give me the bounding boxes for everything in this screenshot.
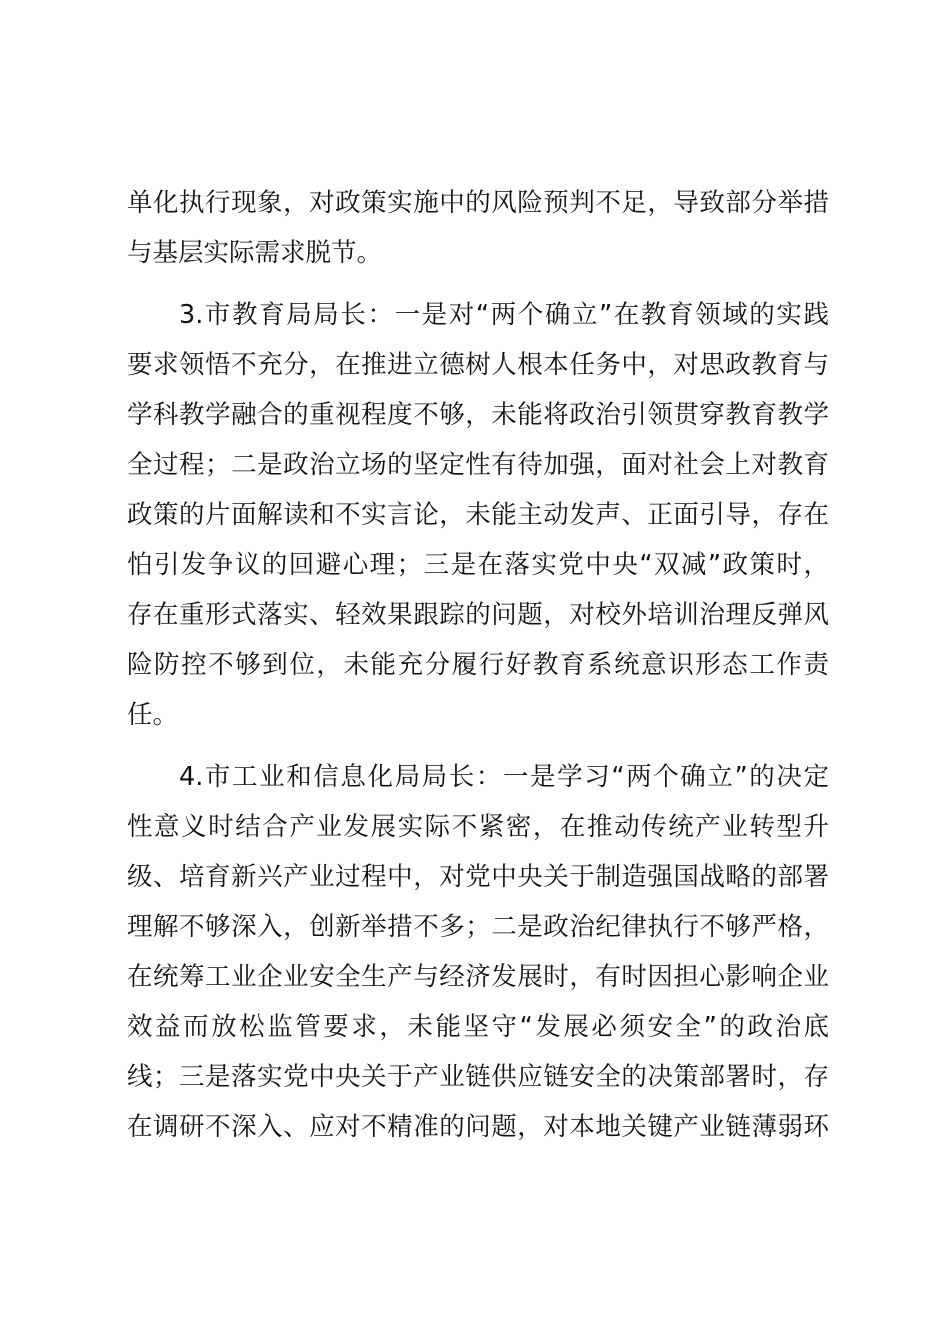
- text-line: 学科教学融合的重视程度不够，未能将政治引领贯穿教育教学: [127, 400, 829, 430]
- text-line: 理解不够深入，创新举措不多；二是政治纪律执行不够严格，: [127, 912, 829, 942]
- paragraph-first-line: 3.市教育局局长：一是对“两个确立”在教育领域的实践: [179, 300, 829, 330]
- text-line: 任。: [127, 700, 179, 730]
- text-line: 存在重形式落实、轻效果跟踪的问题，对校外培训治理反弹风: [127, 600, 829, 630]
- text-line: 要求领悟不充分，在推进立德树人根本任务中，对思政教育与: [127, 350, 829, 380]
- text-line: 怕引发争议的回避心理；三是在落实党中央“双减”政策时，: [127, 550, 829, 580]
- text-line: 单化执行现象，对政策实施中的风险预判不足，导致部分举措: [127, 188, 829, 218]
- text-line: 在统筹工业企业安全生产与经济发展时，有时因担心影响企业: [127, 962, 829, 992]
- text-line: 线；三是落实党中央关于产业链供应链安全的决策部署时，存: [127, 1062, 829, 1092]
- text-line: 政策的片面解读和不实言论，未能主动发声、正面引导，存在: [127, 500, 829, 530]
- text-line: 级、培育新兴产业过程中，对党中央关于制造强国战略的部署: [127, 862, 829, 892]
- text-line: 与基层实际需求脱节。: [127, 238, 383, 268]
- text-line: 在调研不深入、应对不精准的问题，对本地关键产业链薄弱环: [127, 1112, 829, 1142]
- paragraph-first-line: 4.市工业和信息化局局长：一是学习“两个确立”的决定: [179, 762, 829, 792]
- text-line: 险防控不够到位，未能充分履行好教育系统意识形态工作责: [127, 650, 829, 680]
- text-line: 全过程；二是政治立场的坚定性有待加强，面对社会上对教育: [127, 450, 829, 480]
- text-line: 效益而放松监管要求，未能坚守“发展必须安全”的政治底: [127, 1012, 829, 1042]
- text-line: 性意义时结合产业发展实际不紧密，在推动传统产业转型升: [127, 812, 829, 842]
